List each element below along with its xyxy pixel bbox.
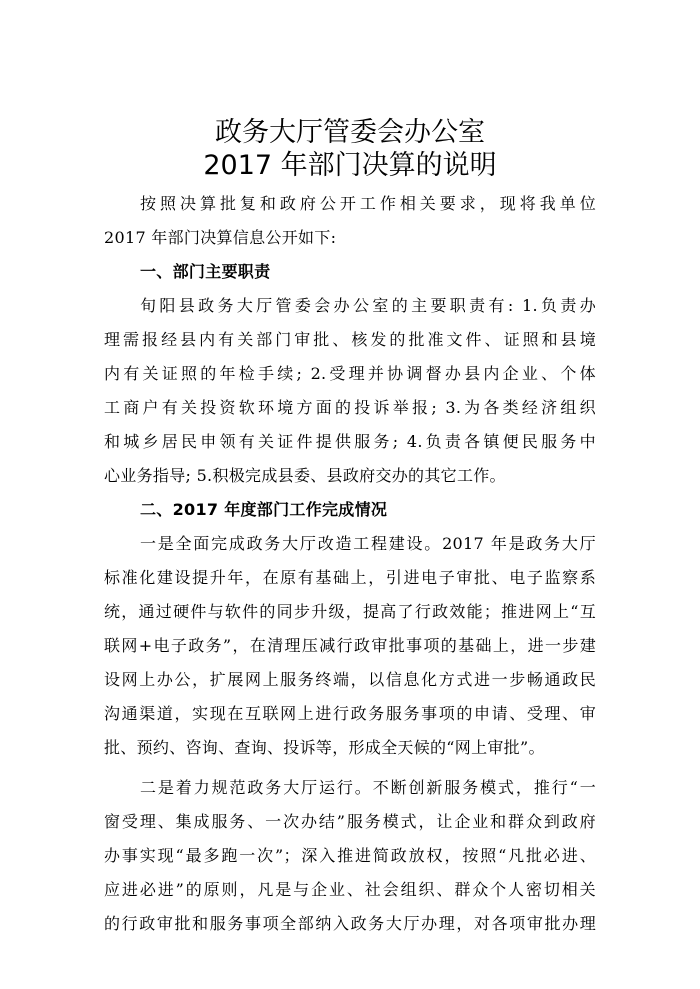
section-2-paragraph-1-line: 一是全面完成政务大厅改造工程建设。2017 年是政务大厅 <box>140 534 596 553</box>
section-1-line: 内有关证照的年检手续; 2.受理并协调督办县内企业、个体 <box>104 364 596 383</box>
section-1-line: 工商户有关投资软环境方面的投诉举报; 3.为各类经济组织 <box>104 398 596 417</box>
section-2-paragraph-1-line: 标准化建设提升年，在原有基础上，引进电子审批、电子监察系 <box>104 568 596 587</box>
section-2-paragraph-2-line: 应进必进”的原则，凡是与企业、社会组织、群众个人密切相关 <box>104 880 596 899</box>
document-title <box>104 116 596 182</box>
intro-line: 2017 年部门决算信息公开如下: <box>104 228 337 247</box>
section-2-paragraph-2-line: 的行政审批和服务事项全部纳入政务大厅办理，对各项审批办理 <box>104 914 596 933</box>
section-2-paragraph-1-line: 设网上办公，扩展网上服务终端，以信息化方式进一步畅通政民 <box>104 670 596 689</box>
title-line-2: 2017 年部门决算的说明 <box>203 150 497 181</box>
section-2-paragraph-1-line: 统，通过硬件与软件的同步升级，提高了行政效能；推进网上“互 <box>104 602 596 621</box>
section-2-paragraph-1-line: 批、预约、咨询、查询、投诉等，形成全天候的“网上审批”。 <box>104 738 545 757</box>
section-2-paragraph-2-line: 窗受理、集成服务、一次办结”服务模式，让企业和群众到政府 <box>104 812 596 831</box>
section-2-paragraph-1-line: 联网+电子政务”，在清理压减行政审批事项的基础上，进一步建 <box>104 636 596 655</box>
section-2-paragraph-2-line: 二是着力规范政务大厅运行。不断创新服务模式，推行“一 <box>140 778 596 797</box>
section-1-heading: 一、部门主要职责 <box>140 262 271 281</box>
title-line-1: 政务大厅管委会办公室 <box>215 117 485 148</box>
document-body <box>104 187 596 941</box>
section-1-line: 和城乡居民申领有关证件提供服务; 4.负责各镇便民服务中 <box>104 432 596 451</box>
section-1-line: 旬阳县政务大厅管委会办公室的主要职责有: 1.负责办 <box>140 296 596 315</box>
section-2-heading: 二、2017 年度部门工作完成情况 <box>140 500 388 519</box>
section-2-paragraph-1-line: 沟通渠道，实现在互联网上进行政务服务事项的申请、受理、审 <box>104 704 596 723</box>
section-1-line: 心业务指导; 5.积极完成县委、县政府交办的其它工作。 <box>104 466 506 485</box>
section-2-paragraph-2-line: 办事实现“最多跑一次”；深入推进简政放权，按照“凡批必进、 <box>104 846 596 865</box>
section-1-line: 理需报经县内有关部门审批、核发的批准文件、证照和县境 <box>104 330 596 349</box>
intro-line: 按照决算批复和政府公开工作相关要求，现将我单位 <box>140 194 596 213</box>
